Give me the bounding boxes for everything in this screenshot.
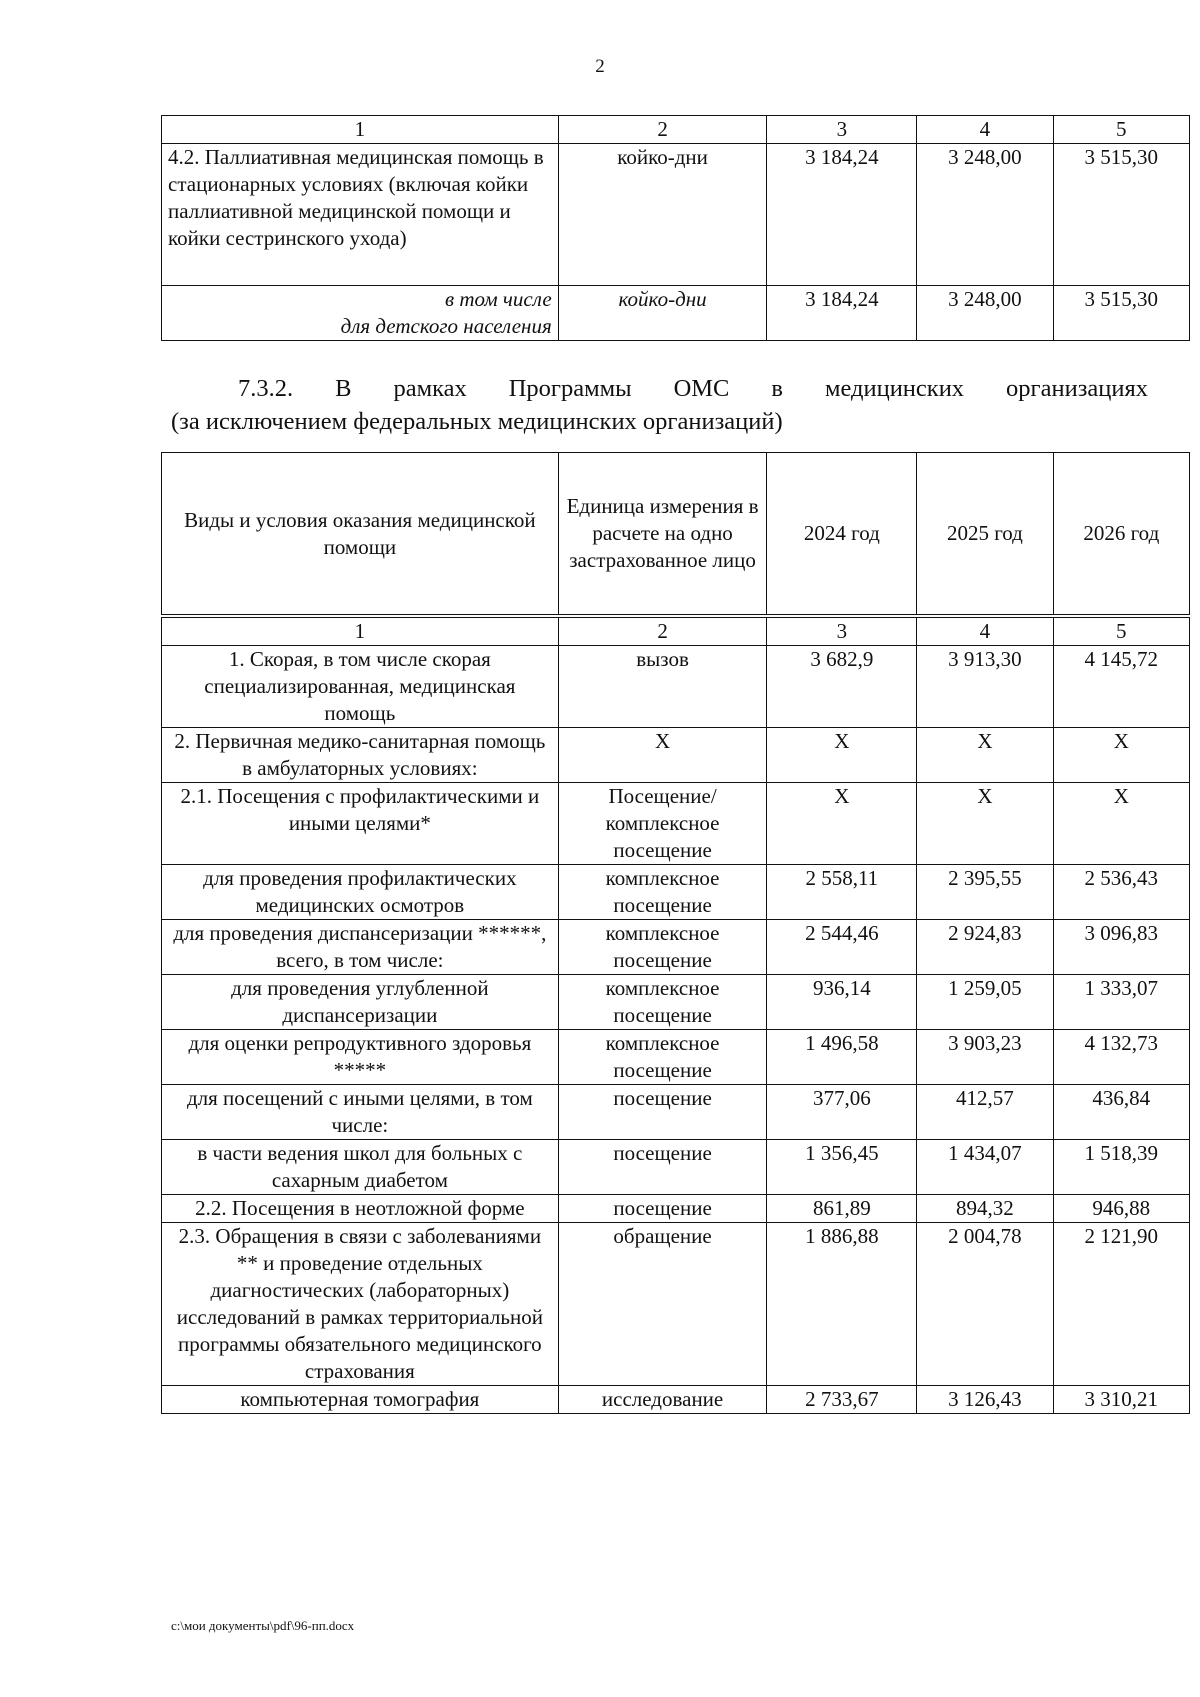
row-value-2026: 3 515,30 [1053,286,1189,341]
row-unit-cell: вызов [558,646,767,728]
row-value-2026: 3 096,83 [1053,920,1189,975]
table-row [162,865,1190,920]
row-value-2024: 1 356,45 [767,1140,917,1195]
main-table [161,617,1190,1414]
table-row [162,1195,1190,1223]
col-number-cell: 3 [767,618,917,646]
row-value-2026: Х [1053,728,1189,783]
row-unit-cell: комплексное посещение [558,920,767,975]
row-value-2025: 2 004,78 [917,1223,1053,1386]
row-value-2025: 1 259,05 [917,975,1053,1030]
col-number-cell: 3 [767,116,917,144]
row-value-2024: 2 558,11 [767,865,917,920]
row-value-2024: Х [767,728,917,783]
table-row [162,1386,1190,1414]
table-row [162,618,1190,646]
row-value-2024: 1 496,58 [767,1030,917,1085]
row-value-2026: 436,84 [1053,1085,1189,1140]
main-table-header [161,452,1190,615]
row-value-2024: 3 184,24 [767,144,917,286]
row-unit-cell: комплексное посещение [558,1030,767,1085]
row-name-cell: компьютерная томография [162,1386,559,1414]
row-value-2026: Х [1053,783,1189,865]
row-unit-cell: посещение [558,1195,767,1223]
footer-file-path: c:\мои документы\pdf\96-пп.docx [171,1618,355,1633]
table-row [162,975,1190,1030]
row-value-2026: 1 333,07 [1053,975,1189,1030]
col-number-cell: 2 [558,618,767,646]
top-table [161,115,1190,341]
row-value-2024: 2 544,46 [767,920,917,975]
row-unit-cell: исследование [558,1386,767,1414]
row-value-2024: 2 733,67 [767,1386,917,1414]
row-value-2026: 2 536,43 [1053,865,1189,920]
table-row [162,920,1190,975]
table-row [162,144,1190,286]
table-row [162,116,1190,144]
header-year-2025: 2025 год [917,453,1053,615]
row-value-2026: 946,88 [1053,1195,1189,1223]
row-value-2026: 4 132,73 [1053,1030,1189,1085]
row-unit-cell: комплексное посещение [558,975,767,1030]
row-value-2025: 894,32 [917,1195,1053,1223]
col-number-cell: 5 [1053,116,1189,144]
header-row [162,453,1190,615]
row-value-2025: 412,57 [917,1085,1053,1140]
row-value-2026: 2 121,90 [1053,1223,1189,1386]
header-year-2026: 2026 год [1053,453,1189,615]
table-row [162,1140,1190,1195]
col-number-cell: 5 [1053,618,1189,646]
row-unit-cell: обращение [558,1223,767,1386]
row-name-cell: для проведения диспансеризации ******, всего, в том числе: [162,920,559,975]
row-value-2025: 1 434,07 [917,1140,1053,1195]
row-unit-cell: Х [558,728,767,783]
row-value-2026: 1 518,39 [1053,1140,1189,1195]
col-number-cell: 1 [162,618,559,646]
row-value-2026: 3 515,30 [1053,144,1189,286]
row-value-2024: 3 184,24 [767,286,917,341]
section-heading-line: (за исключением федеральных медицинских организаций) [171,408,783,435]
row-value-2024: Х [767,783,917,865]
section-heading-line: 7.3.2. В рамках Программы ОМС в медицинских организациях [238,375,1148,402]
row-value-2025: Х [917,783,1053,865]
row-value-2026: 3 310,21 [1053,1386,1189,1414]
row-name-cell: 2.1. Посещения с профилактическими и иными целями* [162,783,559,865]
row-unit-cell: посещение [558,1140,767,1195]
row-value-2024: 377,06 [767,1085,917,1140]
row-value-2025: 2 924,83 [917,920,1053,975]
header-kind-cell: Виды и условия оказания медицинской помощи [162,453,559,615]
row-value-2024: 936,14 [767,975,917,1030]
table-row [162,646,1190,728]
row-unit-cell: койко-дни [558,144,767,286]
row-name-cell: для проведения профилактических медицинских осмотров [162,865,559,920]
page-number: 2 [595,56,605,77]
row-value-2025: 2 395,55 [917,865,1053,920]
row-value-2025: 3 248,00 [917,286,1053,341]
row-value-2025: 3 903,23 [917,1030,1053,1085]
row-name-line: в том числе [445,287,552,311]
row-unit-cell: комплексное посещение [558,865,767,920]
row-value-2025: 3 126,43 [917,1386,1053,1414]
col-number-cell: 4 [917,618,1053,646]
row-name-cell: для оценки репродуктивного здоровья ***** [162,1030,559,1085]
row-value-2025: 3 248,00 [917,144,1053,286]
table-row [162,783,1190,865]
row-unit-cell: койко-дни [558,286,767,341]
row-value-2024: 1 886,88 [767,1223,917,1386]
row-value-2026: 4 145,72 [1053,646,1189,728]
row-name-cell: 2.2. Посещения в неотложной форме [162,1195,559,1223]
header-unit-cell: Единица измерения в расчете на одно застрахованное лицо [558,453,767,615]
row-value-2025: Х [917,728,1053,783]
row-name-cell: в части ведения школ для больных с сахарным диабетом [162,1140,559,1195]
table-row [162,1085,1190,1140]
row-value-2024: 3 682,9 [767,646,917,728]
row-name-cell: 2. Первичная медико-санитарная помощь в амбулаторных условиях: [162,728,559,783]
row-name-cell: для проведения углубленной диспансеризации [162,975,559,1030]
section-heading [171,372,1148,438]
table-row [162,1030,1190,1085]
header-year-2024: 2024 год [767,453,917,615]
col-number-cell: 2 [558,116,767,144]
row-name-line: для детского населения [340,314,552,338]
table-row [162,286,1190,341]
row-name-cell: 2.3. Обращения в связи с заболеваниями ** и проведение отдельных диагностических (лабораторных) исследований в рамках территориальной программы обязательного медицинского страхования [162,1223,559,1386]
col-number-cell: 1 [162,116,559,144]
row-name-cell: 4.2. Паллиативная медицинская помощь в стационарных условиях (включая койки паллиативной медицинской помощи и койки сестринского ухода) [162,144,559,286]
table-row [162,1223,1190,1386]
col-number-cell: 4 [917,116,1053,144]
row-value-2025: 3 913,30 [917,646,1053,728]
row-name-cell: 1. Скорая, в том числе скорая специализированная, медицинская помощь [162,646,559,728]
row-unit-cell: Посещение/ комплексное посещение [558,783,767,865]
row-name-cell [162,286,559,341]
row-unit-cell: посещение [558,1085,767,1140]
row-name-cell: для посещений с иными целями, в том числе: [162,1085,559,1140]
table-row [162,728,1190,783]
row-value-2024: 861,89 [767,1195,917,1223]
